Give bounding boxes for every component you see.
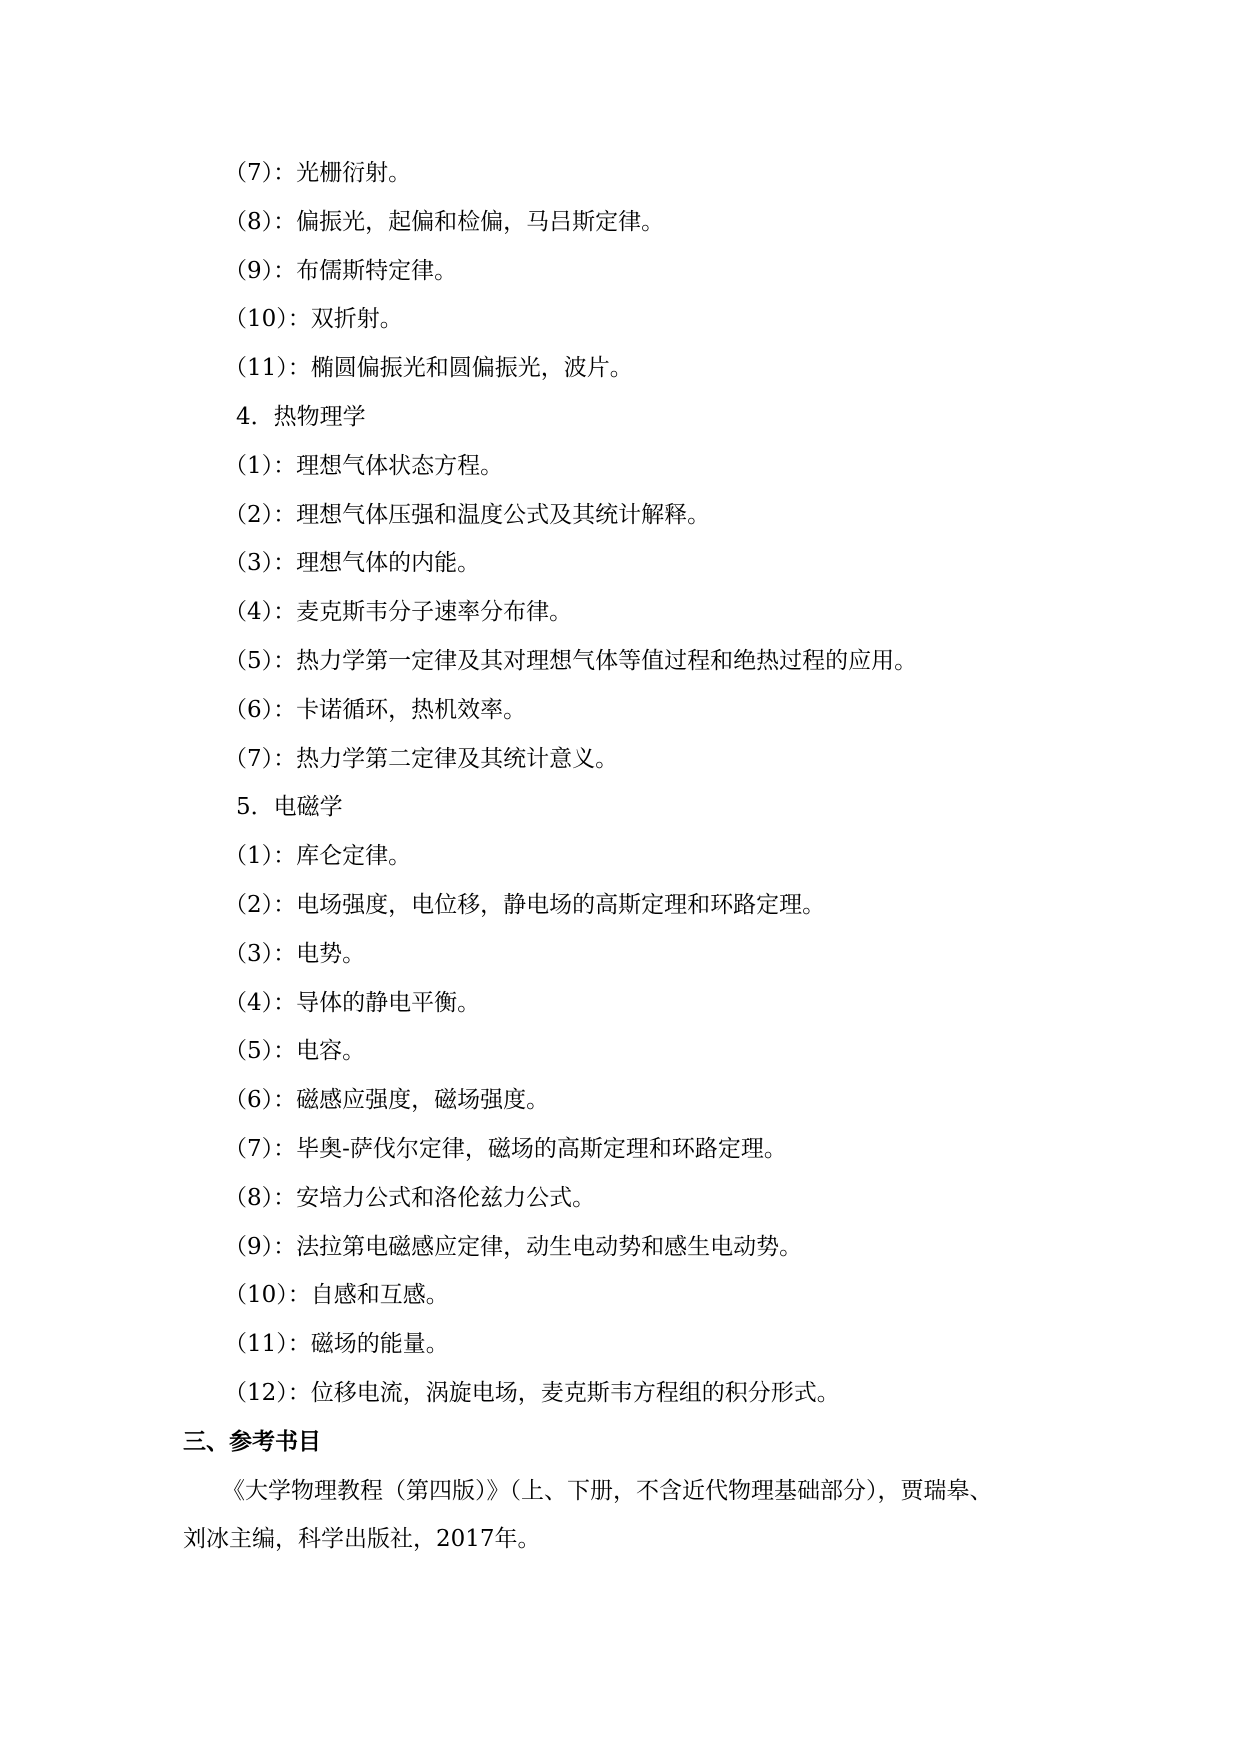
list-item: （11）：椭圆偏振光和圆偏振光，波片。 [224,355,633,382]
list-item: （10）：自感和互感。 [224,1282,449,1309]
list-item: （10）：双折射。 [224,306,403,333]
list-item: （7）：光栅衍射。 [224,160,412,186]
list-item: （2）：理想气体压强和温度公式及其统计解释。 [224,501,711,528]
list-item: （2）：电场强度，电位移，静电场的高斯定理和环路定理。 [224,891,826,918]
list-item: （7）：毕奥-萨伐尔定律，磁场的高斯定理和环路定理。 [224,1135,787,1162]
list-item: （9）：布儒斯特定律。 [224,257,458,284]
reference-line-2: 刘冰主编，科学出版社，2017年。 [183,1526,541,1553]
list-item: （4）：麦克斯韦分子速率分布律。 [224,599,573,626]
list-item: （4）：导体的静电平衡。 [224,989,481,1016]
list-item: （11）：磁场的能量。 [224,1331,449,1358]
section-title-em: 5．电磁学 [236,794,343,821]
list-item: （3）：理想气体的内能。 [224,550,481,577]
list-item: （1）：理想气体状态方程。 [224,452,504,479]
list-item: （1）：库仑定律。 [224,843,412,870]
section-title-thermal: 4．热物理学 [236,403,366,430]
references-heading: 三、参考书目 [183,1427,321,1455]
document-body [0,149,1240,1564]
list-item: （9）：法拉第电磁感应定律，动生电动势和感生电动势。 [224,1233,803,1260]
list-item: （5）：热力学第一定律及其对理想气体等值过程和绝热过程的应用。 [224,647,918,674]
list-item: （12）：位移电流，涡旋电场，麦克斯韦方程组的积分形式。 [224,1379,840,1406]
list-item: （5）：电容。 [224,1038,366,1065]
list-item: （8）：偏振光，起偏和检偏，马吕斯定律。 [224,208,665,235]
reference-line-1: 《大学物理教程（第四版）》（上、下册，不含近代物理基础部分），贾瑞皋、 [222,1477,993,1504]
list-item: （3）：电势。 [224,940,366,967]
list-item: （8）：安培力公式和洛伦兹力公式。 [224,1184,596,1211]
list-item: （6）：磁感应强度，磁场强度。 [224,1087,550,1114]
list-item: （6）：卡诺循环，热机效率。 [224,696,527,723]
list-item: （7）：热力学第二定律及其统计意义。 [224,745,619,772]
